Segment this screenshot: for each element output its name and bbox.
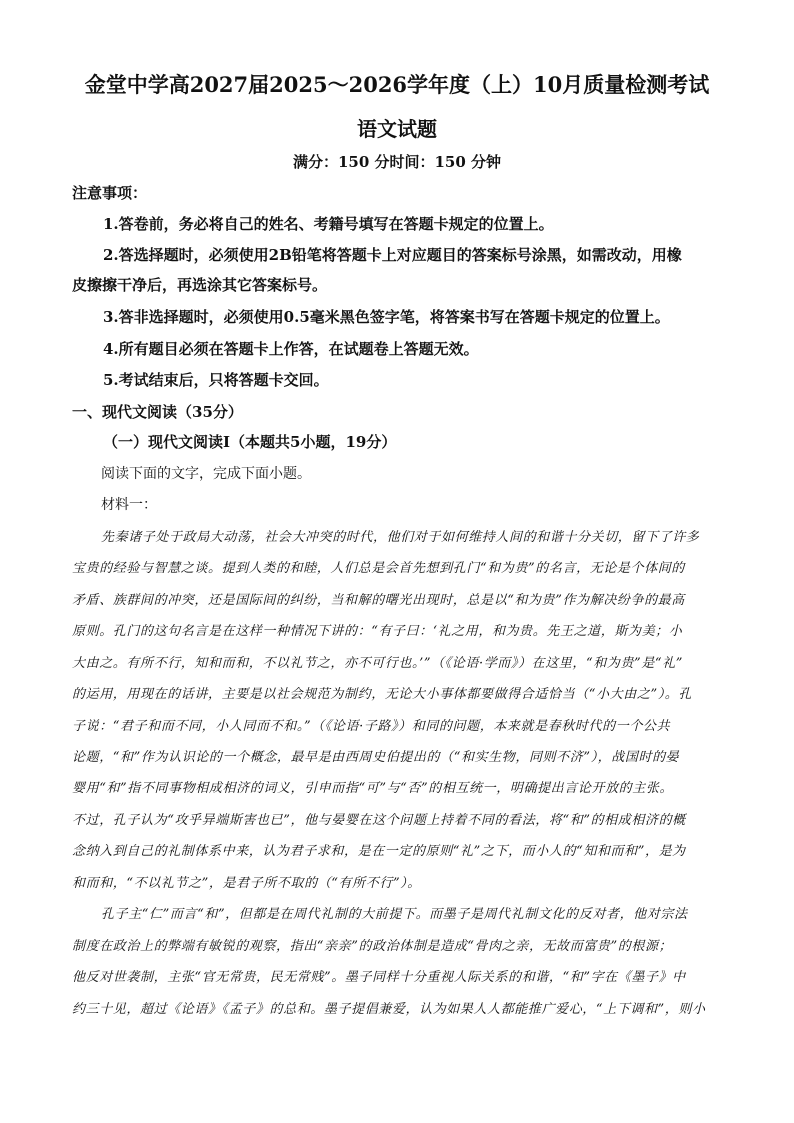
notice-heading: 注意事项：: [72, 184, 148, 202]
passage-line: 子说：“君子和而不同，小人同而不和。”（《论语·子路》）和同的问题，本来就是春秋时代的一个公共: [72, 719, 671, 734]
passage-line: 念纳入到自己的礼制体系中来，认为君子求和，是在一定的原则“礼”之下，而小人的“知和而和”，是为: [72, 844, 686, 859]
passage-line: 制度在政治上的弊端有敏锐的观察，指出“亲亲”的政治体制是造成“骨肉之亲，无故而富贵”的根源；: [72, 939, 673, 954]
notice-item-4: 4.所有题目必须在答题卡上作答，在试题卷上答题无效。: [103, 340, 479, 358]
section-1-heading: 一、现代文阅读（35分）: [72, 403, 243, 421]
notice-item-2-line-2: 皮擦擦干净后，再选涂其它答案标号。: [72, 276, 328, 294]
exam-title: 金堂中学高2027届2025～2026学年度（上）10月质量检测考试: [84, 72, 710, 97]
score-time-line: 满分：150 分时间：150 分钟: [292, 153, 502, 171]
passage-line: 和而和，“不以礼节之”，是君子所不取的（“有所不行”）。: [72, 876, 421, 891]
material-label: 材料一：: [101, 497, 157, 513]
notice-item-1: 1.答卷前，务必将自己的姓名、考籍号填写在答题卡规定的位置上。: [103, 215, 554, 233]
reading-instruction: 阅读下面的文字，完成下面小题。: [101, 466, 311, 482]
passage-line: 约三十见，超过《论语》《孟子》的总和。墨子提倡兼爱，认为如果人人都能推广爱心，“上下调和”，则小: [72, 1002, 706, 1017]
passage-line: 宝贵的经验与智慧之谈。提到人类的和睦，人们总是会首先想到孔门“和为贵”的名言，无论是个体间的: [72, 561, 685, 576]
notice-item-5: 5.考试结束后，只将答题卡交回。: [103, 371, 329, 389]
passage-line: 大由之。有所不行，知和而和，不以礼节之，亦不可行也。’”（《论语·学而》）在这里，“和为贵”是“礼”: [72, 656, 683, 671]
exam-subtitle: 语文试题: [357, 117, 437, 141]
passage-line: 原则。孔门的这句名言是在这样一种情况下讲的：“有子曰：‘礼之用，和为贵。先王之道，斯为美；小: [72, 624, 683, 639]
passage-line: 他反对世袭制，主张“官无常贵，民无常贱”。墨子同样十分重视人际关系的和谐，“和”字在《墨子》中: [72, 970, 686, 985]
passage-line: 的运用，用现在的话讲，主要是以社会规范为制约，无论大小事体都要做得合适恰当（“小大由之”）。孔: [72, 687, 692, 702]
notice-item-2-line-1: 2.答选择题时，必须使用2B铅笔将答题卡上对应题目的答案标号涂黑，如需改动，用橡: [103, 246, 682, 264]
notice-item-3: 3.答非选择题时，必须使用0.5毫米黑色签字笔，将答案书写在答题卡规定的位置上。: [103, 308, 670, 326]
section-1-sub-heading: （一）现代文阅读Ⅰ（本题共5小题，19分）: [103, 433, 397, 451]
passage-line: 孔子主“仁”而言“和”，但都是在周代礼制的大前提下。而墨子是周代礼制文化的反对者，他对宗法: [101, 907, 688, 922]
passage-line: 婴用“和”指不同事物相成相济的词义，引申而指“可”与“否”的相互统一，明确提出言论开放的主张。: [72, 781, 674, 796]
passage-line: 论题，“和”作为认识论的一个概念，最早是由西周史伯提出的（“和实生物，同则不济”），战国时的晏: [72, 750, 680, 765]
passage-line: 矛盾、族群间的冲突，还是国际间的纠纷，当和解的曙光出现时，总是以“和为贵”作为解决纷争的最高: [72, 593, 685, 608]
passage-line: 先秦诸子处于政局大动荡，社会大冲突的时代，他们对于如何维持人间的和谐十分关切，留下了许多: [101, 530, 700, 545]
passage-line: 不过，孔子认为“攻乎异端斯害也已”，他与晏婴在这个问题上持着不同的看法，将“和”的相成相济的概: [72, 813, 686, 828]
